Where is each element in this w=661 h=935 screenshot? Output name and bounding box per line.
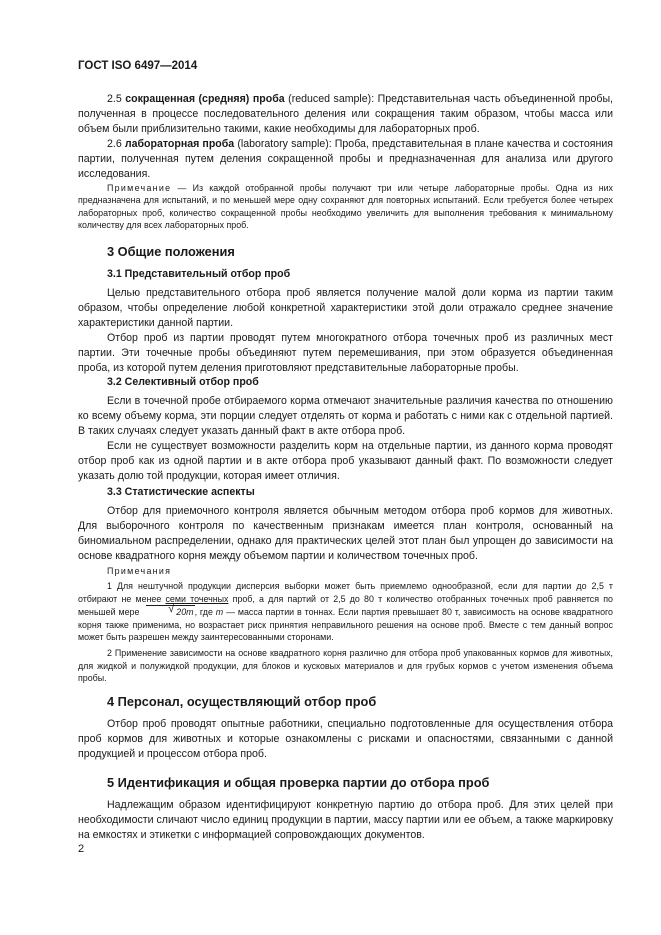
paragraph: Отбор проб проводят опытные работники, специально подготовленные для осуществления отбора проб кормов для животных и которые ознакомлены с рисками и опасностями, связанными с данной продукцией и процессом отбора проб. xyxy=(78,718,613,760)
subsection-3-3-body xyxy=(78,504,613,564)
definition-term: сокращенная (средняя) проба xyxy=(125,93,285,105)
subsection-3-3-title: 3.3 Статистические аспекты xyxy=(107,486,255,498)
paragraph: Целью представительного отбора проб является получение малой доли корма из партии таким образом, чтобы определение любой конкретной характеристики этой доли отражало среднее значение характеристики данной партии. xyxy=(78,287,613,329)
paragraph: Если не существует возможности разделить корм на отдельные партии, из данного корма проводят отбор проб как из одной партии и в акте отбора проб указывают данный факт. По возможности следует указать долю той продукции, которая имеет отличия. xyxy=(78,440,613,482)
note-1: 1 Для нештучной продукции дисперсия выборки может быть приемлемо однообразной, если для партии до 2,5 т отбирают не менее семи точечных проб, а для партий от 2,5 до 80 т количество отобранных точечных проб равняется по меньшей мере √ 20m, где m — масса партии в тоннах. Если партия превышает 80 т, зависимость на основе квадратного корня также применима, но возрастает риск принятия неправильного решения на основе проб. Вместе с тем данный вопрос может быть разрешен между заинтересованными сторонами. xyxy=(78,580,613,643)
definition-2-5 xyxy=(78,92,613,137)
section-5-title: 5 Идентификация и общая проверка партии до отбора проб xyxy=(107,775,490,790)
notes-label: Примечания xyxy=(107,566,172,576)
subsection-3-1-body xyxy=(78,286,613,376)
definition-term: лабораторная проба xyxy=(124,138,235,150)
paragraph: Отбор для приемочного контроля является обычным методом отбора проб кормов для животных. Для выборочного контроля по качественным признакам имеется план контроля, основанный на биномиальном распределении, однако для практических целей этот план был упрощен до зависимости на основе квадратного корня между объемом партии и количеством точечных проб. xyxy=(78,505,613,562)
subsection-3-2-body xyxy=(78,394,613,484)
note-2: 2 Применение зависимости на основе квадратного корня различно для отбора проб упакованных кормов для животных, для жидкой и полужидкой продукции, для блоков и кусковых материалов и для грубых кормов с учетом изменения объема пробы. xyxy=(78,648,613,684)
definition-number: 2.6 xyxy=(107,138,125,150)
definition-text: (laboratory sample): Проба, представительная в плане качества и состояния партии, полученная путем деления сокращенной пробы и предназначенная для анализа или другого исследования. xyxy=(78,138,613,180)
notes-block xyxy=(78,565,613,685)
square-root-expression: √ 20m xyxy=(146,605,194,618)
note-label: Примечание xyxy=(107,183,172,193)
section-3-title: 3 Общие положения xyxy=(107,244,235,259)
section-4-body xyxy=(78,717,613,762)
document-header: ГОСТ ISO 6497—2014 xyxy=(78,60,198,72)
page-number: 2 xyxy=(78,843,85,855)
underlined-text: семи точечных xyxy=(165,593,229,604)
note-block xyxy=(78,182,613,232)
note-text: — Из каждой отобранной пробы получают три или четыре лабораторные пробы. Одна из них предназначена для испытаний, и по меньшей мере одну сохраняют для повторных испытаний. Если требуется более четырех лабораторных проб, количество сокращенной пробы необходимо увеличить для выполнения требования к минимальному количеству для всех лабораторных проб. xyxy=(78,183,613,231)
definition-2-6 xyxy=(78,137,613,182)
definition-text: (reduced sample): Представительная часть объединенной пробы, полученная в процессе последовательного деления или сокращения таким образом, чтобы масса или объем были приблизительно такими, какие необходимы для лабораторных проб. xyxy=(78,93,614,135)
definition-number: 2.5 xyxy=(107,93,126,105)
paragraph: Отбор проб из партии проводят путем многократного отбора точечных проб из различных мест партии. Эти точечные пробы объединяют путем перемешивания, при этом образуется объединенная проба, из которой путем деления приготовляют представительные лабораторные пробы. xyxy=(78,332,613,374)
subsection-3-2-title: 3.2 Селективный отбор проб xyxy=(107,376,259,388)
section-5-body xyxy=(78,798,613,843)
subsection-3-1-title: 3.1 Представительный отбор проб xyxy=(107,268,291,280)
section-4-title: 4 Персонал, осуществляющий отбор проб xyxy=(107,694,377,709)
paragraph: Если в точечной пробе отбираемого корма отмечают значительные различия качества по отношению ко всему объему корма, эти порции следует отделять от корма и работать с ними как с отдельной партией. В таких случаях следует указать данный факт в акте отбора проб. xyxy=(78,395,613,437)
paragraph: Надлежащим образом идентифицируют конкретную партию до отбора проб. Для этих целей при необходимости сличают число единиц продукции в партии, массу партии или ее объем, а также маркировку на емкостях и этикетки с информацией сопровождающих документов. xyxy=(78,799,613,841)
